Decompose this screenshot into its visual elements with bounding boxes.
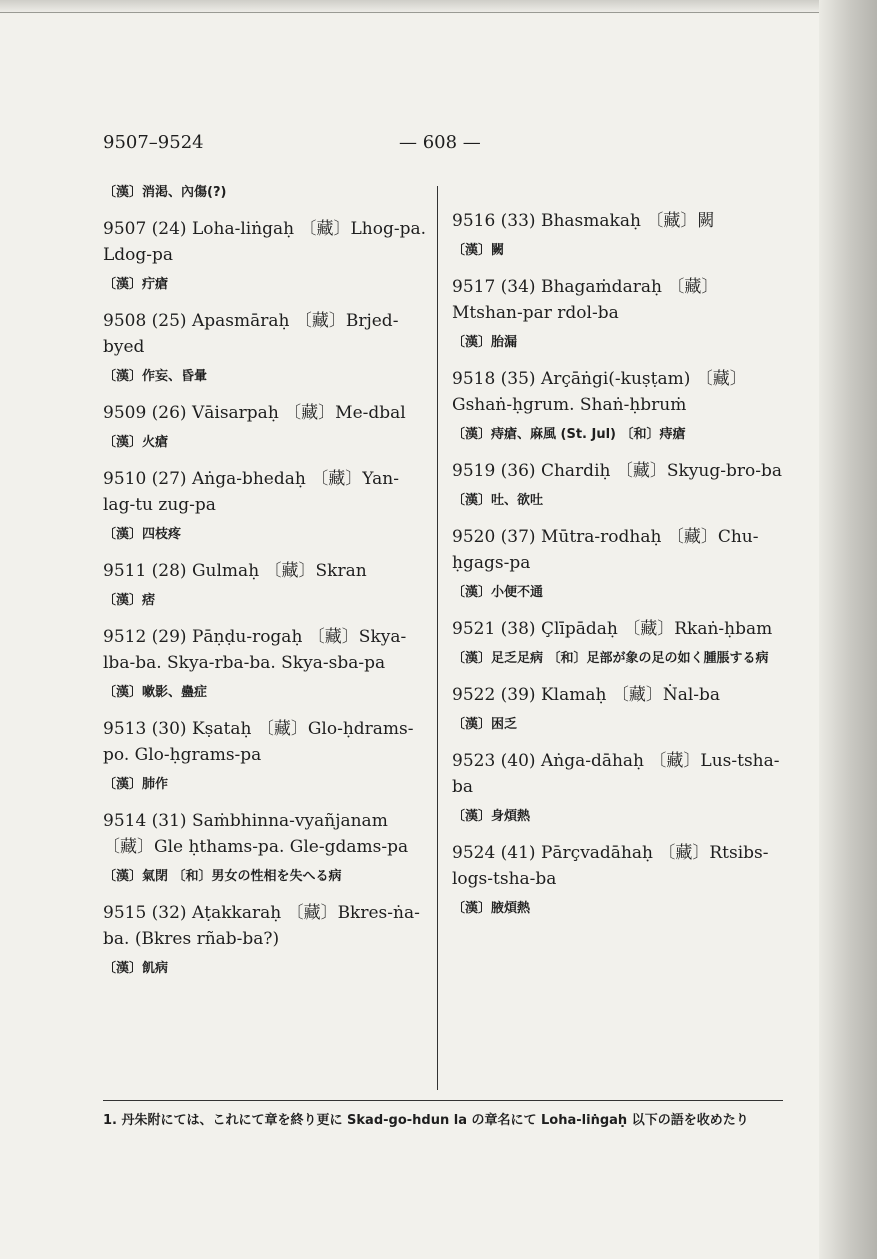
dictionary-entry: [452, 208, 787, 262]
entry-head: 9508 (25) Apasmāraḥ 〔藏〕Brjed-byed: [103, 311, 399, 357]
entry-gloss: 〔漢〕腋煩熱: [452, 901, 531, 916]
entry-head: 9523 (40) Aṅga-dāhaḥ 〔藏〕Lus-tsha-ba: [452, 751, 780, 797]
dictionary-entry: [452, 616, 787, 670]
entry-head: 9513 (30) Kṣataḥ 〔藏〕Glo-ḥdrams-po. Glo-ḥgrams-pa: [103, 719, 414, 765]
page-edge-line: [0, 12, 877, 13]
entry-gloss: 〔漢〕作妄、昏暈: [103, 369, 208, 384]
entry-head: 9516 (33) Bhasmakaḥ 〔藏〕闕: [452, 211, 715, 231]
dictionary-entry: [452, 682, 787, 736]
entry-gloss: 〔漢〕困乏: [452, 717, 518, 732]
dictionary-entry: [452, 748, 787, 828]
entry-head: 9522 (39) Klamaḥ 〔藏〕Ṅal-ba: [452, 685, 721, 705]
dictionary-entry: [452, 274, 787, 354]
entry-gloss: 〔漢〕飢病: [103, 961, 169, 976]
dictionary-entry: [103, 808, 428, 888]
dictionary-entry: [452, 524, 787, 604]
dictionary-entry: [103, 466, 428, 546]
entry-range: 9507–9524: [103, 132, 204, 153]
entry-gloss: 〔漢〕小便不通: [452, 585, 544, 600]
entry-head: 9515 (32) Aṭakkaraḥ 〔藏〕Bkres-ṅa-ba. (Bkres rñab-ba?): [103, 903, 420, 949]
entry-head: 9509 (26) Vāisarpaḥ 〔藏〕Me-dbal: [103, 403, 406, 423]
entry-gloss: 〔漢〕疔瘡: [103, 277, 169, 292]
entry-head: 9520 (37) Mūtra-rodhaḥ 〔藏〕Chu-ḥgags-pa: [452, 527, 759, 573]
entry-gloss: 〔漢〕氣閉 〔和〕男女の性相を失へる病: [103, 869, 342, 884]
entry-head: 9510 (27) Aṅga-bhedaḥ 〔藏〕Yan-lag-tu zug-pa: [103, 469, 399, 515]
dictionary-entry: [103, 716, 428, 796]
footnote: 1. 丹朱附にては、これにて章を終り更に Skad-go-hdun la の章名にて Loha-liṅgaḥ 以下の語を收めたり: [103, 1113, 749, 1128]
entry-head: 9514 (31) Saṁbhinna-vyañjanam 〔藏〕Gle ḥthams-pa. Gle-gdams-pa: [103, 811, 409, 857]
dictionary-entry: [103, 558, 428, 612]
entry-gloss: 〔漢〕四枝疼: [103, 527, 182, 542]
dictionary-entry: [103, 624, 428, 704]
entry-head: 9517 (34) Bhagaṁdaraḥ 〔藏〕Mtshan-par rdol-ba: [452, 277, 719, 323]
entry-head: 9512 (29) Pāṇḍu-rogaḥ 〔藏〕Skya-lba-ba. Skya-rba-ba. Skya-sba-pa: [103, 627, 407, 673]
entry-gloss: 〔漢〕肺作: [103, 777, 169, 792]
entry-head: 9518 (35) Arçāṅgi(-kuṣṭam) 〔藏〕Gshaṅ-ḥgrum. Shaṅ-ḥbruṁ: [452, 369, 747, 415]
entry-head: 9521 (38) Çlīpādaḥ 〔藏〕Rkaṅ-ḥbam: [452, 619, 773, 639]
footnote-rule: [103, 1100, 783, 1101]
entry-head: 9507 (24) Loha-liṅgaḥ 〔藏〕Lhog-pa. Ldog-pa: [103, 219, 427, 265]
page-number: — 608 —: [399, 132, 481, 153]
intro-gloss: 〔漢〕消渇、內傷(?): [103, 185, 227, 200]
entry-gloss: 〔漢〕吐、欲吐: [452, 493, 544, 508]
entry-head: 9519 (36) Chardiḥ 〔藏〕Skyug-bro-ba: [452, 461, 782, 481]
entry-head: 9524 (41) Pārçvadāhaḥ 〔藏〕Rtsibs-logs-tsha-ba: [452, 843, 769, 889]
entry-gloss: 〔漢〕火瘡: [103, 435, 169, 450]
dictionary-entry: [452, 366, 787, 446]
dictionary-entry: [452, 458, 787, 512]
page-header: [103, 132, 783, 162]
entry-gloss: 〔漢〕痞: [103, 593, 156, 608]
entry-gloss: 〔漢〕闕: [452, 243, 505, 258]
right-column: [452, 208, 787, 932]
left-column: [103, 182, 428, 992]
entry-gloss: 〔漢〕足乏足病 〔和〕足部が象の足の如く腫脹する病: [452, 651, 769, 666]
dictionary-entry: [103, 400, 428, 454]
dictionary-entry: [103, 216, 428, 296]
entry-gloss: 〔漢〕身煩熱: [452, 809, 531, 824]
dictionary-entry: [103, 900, 428, 980]
entry-head: 9511 (28) Gulmaḥ 〔藏〕Skran: [103, 561, 367, 581]
column-divider: [437, 186, 438, 1090]
page-right-shadow: [819, 0, 877, 1259]
entry-gloss: 〔漢〕胎漏: [452, 335, 518, 350]
entry-gloss: 〔漢〕痔瘡、麻風 (St. Jul) 〔和〕痔瘡: [452, 427, 686, 442]
dictionary-entry: [103, 308, 428, 388]
entry-gloss: 〔漢〕嗽影、蠱症: [103, 685, 208, 700]
dictionary-entry: [452, 840, 787, 920]
